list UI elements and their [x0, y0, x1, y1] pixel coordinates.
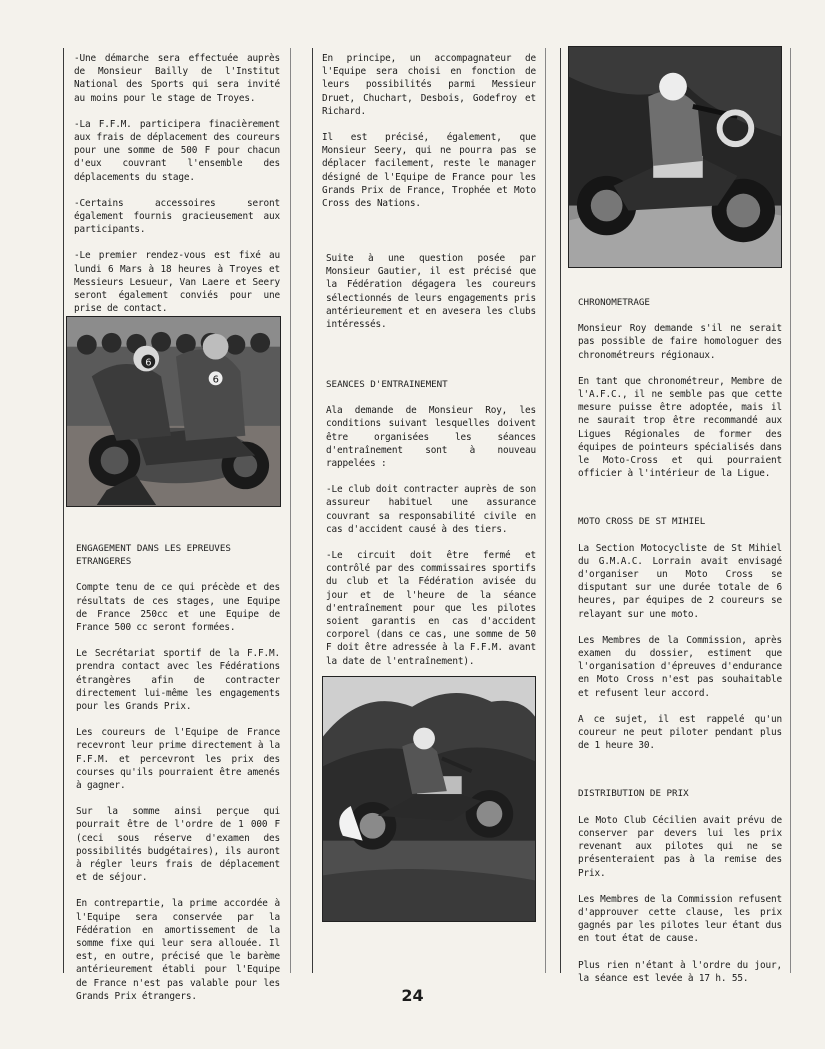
paragraph: -Le circuit doit être fermé et contrôlé par des commissaires sportifs du club et la Fédération avisée du jour et de l'heure de la séance d'entraînement pour que les pilotes soient garantis en cas d'accident corporel (dans ce cas, une somme de 50 F doit être adressée à la F.F.M. avant la date de l'entraînement).	[326, 550, 536, 667]
paragraph: La Section Motocycliste de St Mihiel du G.M.A.C. Lorrain avait envisagé d'organiser un Moto Cross se disputant sur une durée totale de 6 heures, par équipes de 2 coureurs se relayant sur une moto.	[578, 542, 782, 620]
motocross-rider-jump-photo	[322, 676, 536, 922]
column-1-top	[74, 52, 280, 328]
column-1-bottom	[76, 542, 280, 1016]
sidecar-image	[67, 317, 280, 506]
paragraph: Le Secrétariat sportif de la F.F.M. prendra contact avec les Fédérations étrangères afin de contracter directement lui-même les engagements pour les Grands Prix.	[76, 648, 280, 713]
paragraph: Suite à une question posée par Monsieur Gautier, il est précisé que la Fédération dégagera les coureurs sélectionnés de leurs engagements pris antérieurement et en avesera les clubs intéressés.	[326, 253, 536, 331]
paragraph: -Certains accessoires seront également fournis gracieusement aux participants.	[74, 197, 280, 236]
svg-text:6: 6	[212, 374, 219, 386]
column-2-top	[322, 52, 536, 223]
sidecar-race-photo	[66, 316, 281, 507]
paragraph: En tant que chronométreur, Membre de l'A.F.C., il ne semble pas que cette mesure puisse être adoptée, mais il ne saurait trop être recommandé aux Ligues Régionales de former des équipes de pointeurs spécialisés dans le Moto-Cross et qui pourraient officier à l'intérieur de la Ligue.	[578, 375, 782, 480]
paragraph: Le Moto Club Cécilien avait prévu de conserver par devers lui les prix revenant aux pilotes qui ne se présenteraient pas à la remise des Prix.	[578, 814, 782, 879]
column-rule-2-3	[545, 48, 546, 973]
paragraph: En principe, un accompagnateur de l'Equipe sera choisi en fonction de leurs possibilités parmi Messieur Druet, Chuchart, Desbois, Godefroy et Richard.	[322, 53, 536, 117]
paragraph: -Le premier rendez-vous est fixé au lundi 6 Mars à 18 heures à Troyes et Messieurs Lesueur, Van Laere et Seery seront également conviés pour une prise de contact.	[74, 250, 280, 315]
paragraph: -Le club doit contracter auprès de son assureur habituel une assurance couvrant sa responsabilité civile en cas d'accident causé à des tiers.	[326, 484, 536, 535]
column-rule-left	[63, 48, 64, 973]
rider-right-image	[569, 47, 781, 267]
paragraph: Ala demande de Monsieur Roy, les conditions suivant lesquelles doivent être organisées les séances d'entraînement sont à nouveau rappelées :	[326, 405, 536, 470]
column-rule-2-2	[312, 48, 313, 973]
section-heading: ENGAGEMENT DANS LES EPREUVES ETRANGERES	[76, 543, 231, 568]
section-heading: DISTRIBUTION DE PRIX	[578, 788, 689, 800]
column-2-bottom	[326, 378, 536, 681]
column-3	[578, 296, 782, 998]
column-rule-right	[790, 48, 791, 973]
column-rule-1-2	[290, 48, 291, 973]
column-rule-3-3	[560, 48, 561, 973]
paragraph: Les Membres de la Commission, après examen du dossier, estiment que l'organisation d'épreuves d'endurance en Moto Cross n'est pas souhaitable et refusent leur accord.	[578, 634, 782, 699]
page-number: 24	[401, 986, 424, 1005]
paragraph: Sur la somme ainsi perçue qui pourrait être de l'ordre de 1 000 F (ceci sous réserve d'examen des possibilités budgétaires), ils auront à régler leurs frais de déplacement et de séjour.	[76, 806, 280, 884]
paragraph: Il est précisé, également, que Monsieur Seery, qui ne pourra pas se déplacer facilement, reste le manager désigné de l'Equipe de France pour les Grands Prix de France, Trophée et Moto Cross des Nations.	[322, 132, 536, 210]
paragraph: En contrepartie, la prime accordée à l'Equipe sera conservée par la Fédération en amortissement de la somme fixe qui leur sera allouée. Il est, en outre, précisé que le barème antérieurement établi pour l'Equipe de France n'est pas valable pour les Grands Prix étrangers.	[76, 898, 280, 1002]
paragraph: Plus rien n'étant à l'ordre du jour, la séance est levée à 17 h. 55.	[578, 959, 782, 984]
section-heading: SEANCES D'ENTRAINEMENT	[326, 379, 448, 390]
column-2-middle	[326, 252, 536, 344]
paragraph: -Une démarche sera effectuée auprès de Monsieur Bailly de l'Institut National des Sports qui sera invité au moins pour le stage de Troyes.	[74, 53, 280, 104]
paragraph: -La F.F.M. participera finacièrement aux frais de déplacement des coureurs pour une somme de 500 F pour chacun d'eux couvrant l'ensemble des déplacements du stage.	[74, 118, 280, 183]
paragraph: Les coureurs de l'Equipe de France recevront leur prime directement à la F.F.M. et percevront les prix des courses qu'ils pourraient être amenés à gagner.	[76, 727, 280, 792]
paragraph: Compte tenu de ce qui précède et des résultats de ces stages, une Equipe de France 250cc et une Equipe de France 500 cc seront formées.	[76, 582, 280, 634]
section-heading: MOTO CROSS DE ST MIHIEL	[578, 516, 706, 528]
motocross-rider-photo	[568, 46, 782, 268]
rider-center-image	[323, 677, 535, 921]
svg-text:6: 6	[145, 357, 152, 369]
paragraph: A ce sujet, il est rappelé qu'un coureur ne peut piloter pendant plus de 1 heure 30.	[578, 713, 782, 752]
section-heading: CHRONOMETRAGE	[578, 297, 650, 308]
paragraph: Les Membres de la Commission refusent d'approuver cette clause, les prix gagnés par les pilotes leur étant dus en tout état de cause.	[578, 893, 782, 945]
paragraph: Monsieur Roy demande s'il ne serait pas possible de faire homologuer des chronométreurs régionaux.	[578, 323, 782, 361]
